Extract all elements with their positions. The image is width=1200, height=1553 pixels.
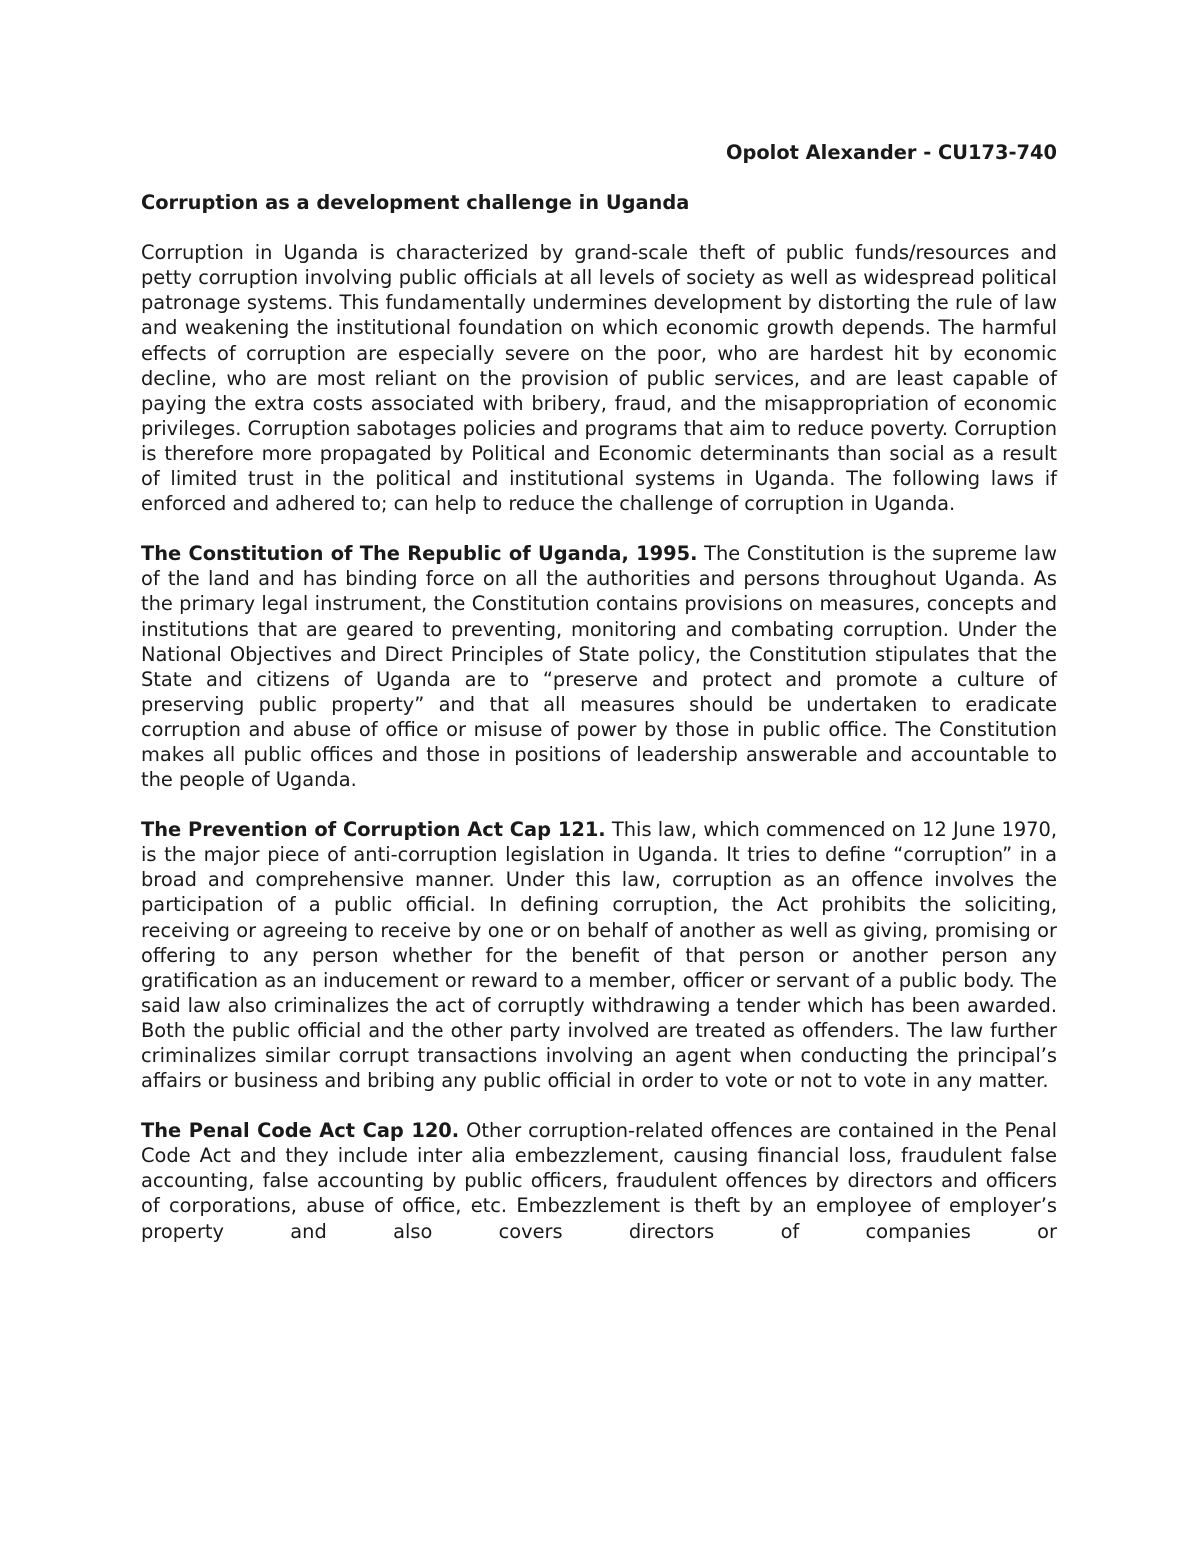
document-title: Corruption as a development challenge in Uganda bbox=[141, 191, 690, 215]
section-heading: The Prevention of Corruption Act Cap 121. bbox=[141, 818, 606, 842]
author-line: Opolot Alexander - CU173-740 bbox=[726, 141, 1057, 164]
section-body: This law, which commenced on 12 June 1970, is the major piece of anti-corruption legislation in Uganda. It tries to define “corruption” in a broad and comprehensive manner. Under this law, corruption as an offence involves the participation of a public official. In defining corruption, the Act prohibits the soliciting, receiving or agreeing to receive by one or on behalf of another as well as giving, promising or offering to any person whether for the benefit of that person or another person any gratification as an inducement or reward to a member, officer or servant of a public body. The said law also criminalizes the act of corruptly withdrawing a tender which has been awarded. Both the public official and the other party involved are treated as offenders. The law further criminalizes similar corrupt transactions involving an agent when conducting the principal’s affairs or business and bribing any public official in order to vote or not to vote in any matter. bbox=[141, 818, 1057, 1093]
section-heading: The Penal Code Act Cap 120. bbox=[141, 1119, 460, 1143]
section-heading: The Constitution of The Republic of Uganda, 1995. bbox=[141, 542, 698, 566]
intro-paragraph: Corruption in Uganda is characterized by grand-scale theft of public funds/resources and petty corruption involving public officials at all levels of society as well as widespread political patronage systems. This fundamentally undermines development by distorting the rule of law and weakening the institutional foundation on which economic growth depends. The harmful effects of corruption are especially severe on the poor, who are hardest hit by economic decline, who are most reliant on the provision of public services, and are least capable of paying the extra costs associated with bribery, fraud, and the misappropriation of economic privileges. Corruption sabotages policies and programs that aim to reduce poverty. Corruption is therefore more propagated by Political and Economic determinants than social as a result of limited trust in the political and institutional systems in Uganda. The following laws if enforced and adhered to; can help to reduce the challenge of corruption in Uganda. bbox=[141, 241, 1057, 516]
section-body: Other corruption-related offences are contained in the Penal Code Act and they include inter alia embezzlement, causing financial loss, fraudulent false accounting, false accounting by public officers, fraudulent offences by directors and officers of corporations, abuse of office, etc. Embezzlement is theft by an employee of employer’s property and also covers directors of companies or bbox=[141, 1119, 1057, 1243]
section-penal-code-act bbox=[141, 1118, 1057, 1243]
section-constitution bbox=[141, 541, 1057, 792]
section-body: The Constitution is the supreme law of the land and has binding force on all the authorities and persons throughout Uganda. As the primary legal instrument, the Constitution contains provisions on measures, concepts and institutions that are geared to preventing, monitoring and combating corruption. Under the National Objectives and Direct Principles of State policy, the Constitution stipulates that the State and citizens of Uganda are to “preserve and protect and promote a culture of preserving public property” and that all measures should be undertaken to eradicate corruption and abuse of office or misuse of power by those in public office. The Constitution makes all public offices and those in positions of leadership answerable and accountable to the people of Uganda. bbox=[141, 542, 1057, 792]
document-page bbox=[141, 140, 1057, 1244]
section-prevention-of-corruption-act bbox=[141, 817, 1057, 1093]
